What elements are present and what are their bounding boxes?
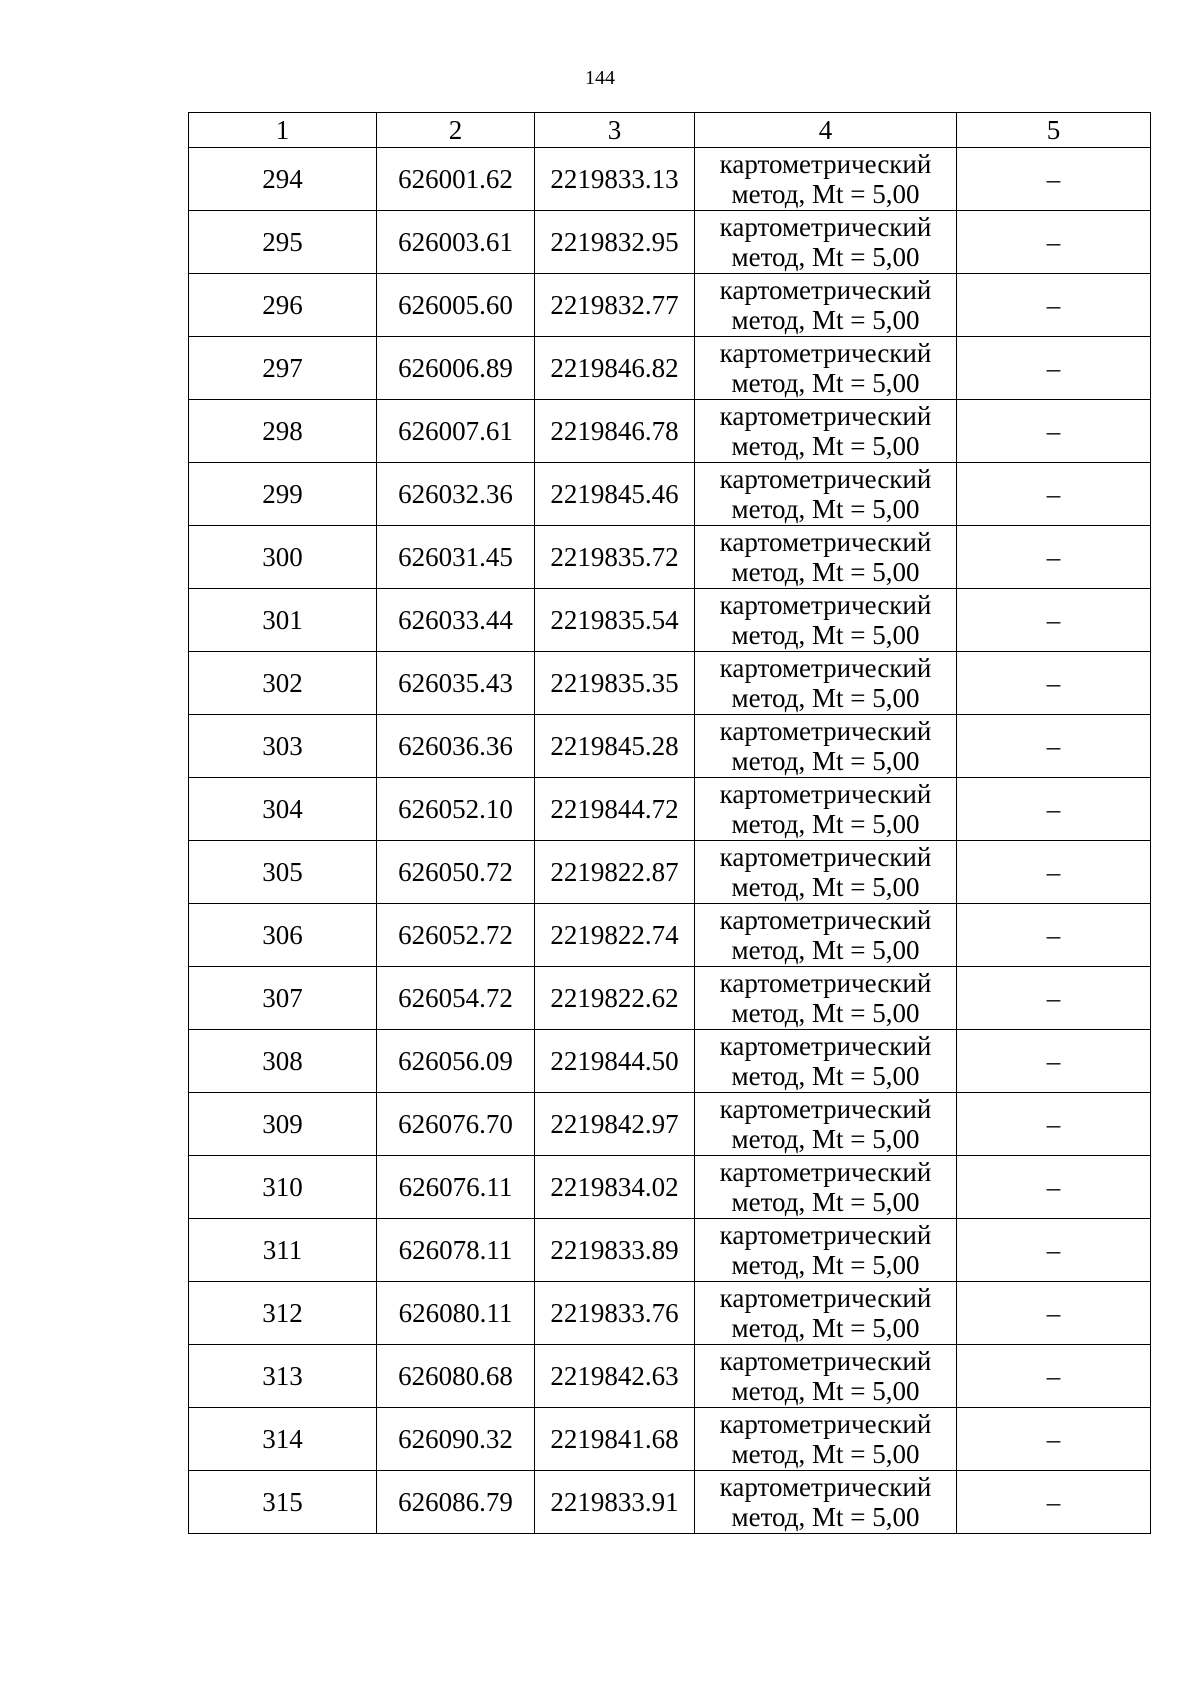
method-cell <box>695 589 957 652</box>
method-accuracy: метод, Mt = 5,00 <box>731 179 920 209</box>
table-row <box>189 463 1151 526</box>
column-header-4: 4 <box>695 113 957 148</box>
table-row <box>189 526 1151 589</box>
point-number-cell: 302 <box>189 652 377 715</box>
description-cell: – <box>957 1156 1151 1219</box>
x-coordinate-cell: 626050.72 <box>377 841 535 904</box>
y-coordinate-cell: 2219833.13 <box>535 148 695 211</box>
method-name: картометрический <box>719 1094 932 1124</box>
description-cell: – <box>957 1030 1151 1093</box>
x-coordinate-cell: 626086.79 <box>377 1471 535 1534</box>
x-coordinate-cell: 626076.70 <box>377 1093 535 1156</box>
description-cell: – <box>957 967 1151 1030</box>
x-coordinate-cell: 626035.43 <box>377 652 535 715</box>
column-header-3: 3 <box>535 113 695 148</box>
table-row <box>189 1471 1151 1534</box>
method-cell <box>695 463 957 526</box>
method-cell <box>695 1471 957 1534</box>
point-number-cell: 301 <box>189 589 377 652</box>
x-coordinate-cell: 626003.61 <box>377 211 535 274</box>
y-coordinate-cell: 2219822.74 <box>535 904 695 967</box>
y-coordinate-cell: 2219822.87 <box>535 841 695 904</box>
method-cell <box>695 841 957 904</box>
table-row <box>189 841 1151 904</box>
point-number-cell: 296 <box>189 274 377 337</box>
method-name: картометрический <box>719 842 932 872</box>
method-accuracy: метод, Mt = 5,00 <box>731 1439 920 1469</box>
y-coordinate-cell: 2219844.72 <box>535 778 695 841</box>
description-cell: – <box>957 1471 1151 1534</box>
point-number-cell: 305 <box>189 841 377 904</box>
y-coordinate-cell: 2219835.72 <box>535 526 695 589</box>
table-row <box>189 1030 1151 1093</box>
point-number-cell: 304 <box>189 778 377 841</box>
method-name: картометрический <box>719 1283 932 1313</box>
method-name: картометрический <box>719 1346 932 1376</box>
table-row <box>189 967 1151 1030</box>
table-row <box>189 1408 1151 1471</box>
method-accuracy: метод, Mt = 5,00 <box>731 1187 920 1217</box>
y-coordinate-cell: 2219846.78 <box>535 400 695 463</box>
column-header-2: 2 <box>377 113 535 148</box>
method-name: картометрический <box>719 401 932 431</box>
x-coordinate-cell: 626032.36 <box>377 463 535 526</box>
point-number-cell: 306 <box>189 904 377 967</box>
point-number-cell: 300 <box>189 526 377 589</box>
y-coordinate-cell: 2219845.28 <box>535 715 695 778</box>
point-number-cell: 298 <box>189 400 377 463</box>
table-row <box>189 652 1151 715</box>
y-coordinate-cell: 2219833.89 <box>535 1219 695 1282</box>
method-accuracy: метод, Mt = 5,00 <box>731 809 920 839</box>
method-cell <box>695 1408 957 1471</box>
point-number-cell: 311 <box>189 1219 377 1282</box>
point-number-cell: 310 <box>189 1156 377 1219</box>
method-name: картометрический <box>719 1031 932 1061</box>
table-row <box>189 715 1151 778</box>
method-accuracy: метод, Mt = 5,00 <box>731 1124 920 1154</box>
y-coordinate-cell: 2219845.46 <box>535 463 695 526</box>
x-coordinate-cell: 626076.11 <box>377 1156 535 1219</box>
method-name: картометрический <box>719 1409 932 1439</box>
description-cell: – <box>957 463 1151 526</box>
table-row <box>189 274 1151 337</box>
point-number-cell: 303 <box>189 715 377 778</box>
x-coordinate-cell: 626006.89 <box>377 337 535 400</box>
column-header-5: 5 <box>957 113 1151 148</box>
y-coordinate-cell: 2219832.95 <box>535 211 695 274</box>
y-coordinate-cell: 2219833.91 <box>535 1471 695 1534</box>
method-accuracy: метод, Mt = 5,00 <box>731 557 920 587</box>
method-name: картометрический <box>719 716 932 746</box>
point-number-cell: 297 <box>189 337 377 400</box>
method-name: картометрический <box>719 1220 932 1250</box>
coordinates-table <box>188 112 1151 1534</box>
x-coordinate-cell: 626080.11 <box>377 1282 535 1345</box>
method-accuracy: метод, Mt = 5,00 <box>731 1376 920 1406</box>
method-name: картометрический <box>719 905 932 935</box>
description-cell: – <box>957 841 1151 904</box>
method-cell <box>695 1093 957 1156</box>
method-accuracy: метод, Mt = 5,00 <box>731 620 920 650</box>
method-cell <box>695 1345 957 1408</box>
point-number-cell: 312 <box>189 1282 377 1345</box>
x-coordinate-cell: 626052.72 <box>377 904 535 967</box>
table-body <box>189 148 1151 1534</box>
method-accuracy: метод, Mt = 5,00 <box>731 1502 920 1532</box>
x-coordinate-cell: 626054.72 <box>377 967 535 1030</box>
point-number-cell: 307 <box>189 967 377 1030</box>
description-cell: – <box>957 1345 1151 1408</box>
method-accuracy: метод, Mt = 5,00 <box>731 305 920 335</box>
y-coordinate-cell: 2219846.82 <box>535 337 695 400</box>
x-coordinate-cell: 626033.44 <box>377 589 535 652</box>
method-name: картометрический <box>719 1157 932 1187</box>
description-cell: – <box>957 526 1151 589</box>
description-cell: – <box>957 1219 1151 1282</box>
method-cell <box>695 211 957 274</box>
x-coordinate-cell: 626080.68 <box>377 1345 535 1408</box>
table-row <box>189 1282 1151 1345</box>
method-name: картометрический <box>719 590 932 620</box>
method-name: картометрический <box>719 1472 932 1502</box>
description-cell: – <box>957 400 1151 463</box>
point-number-cell: 309 <box>189 1093 377 1156</box>
method-accuracy: метод, Mt = 5,00 <box>731 1313 920 1343</box>
y-coordinate-cell: 2219832.77 <box>535 274 695 337</box>
description-cell: – <box>957 904 1151 967</box>
method-accuracy: метод, Mt = 5,00 <box>731 368 920 398</box>
method-accuracy: метод, Mt = 5,00 <box>731 935 920 965</box>
method-cell <box>695 1030 957 1093</box>
method-accuracy: метод, Mt = 5,00 <box>731 242 920 272</box>
method-name: картометрический <box>719 464 932 494</box>
description-cell: – <box>957 1282 1151 1345</box>
method-cell <box>695 400 957 463</box>
description-cell: – <box>957 148 1151 211</box>
method-cell <box>695 1219 957 1282</box>
method-cell <box>695 526 957 589</box>
page-number: 144 <box>585 67 615 89</box>
y-coordinate-cell: 2219842.63 <box>535 1345 695 1408</box>
x-coordinate-cell: 626031.45 <box>377 526 535 589</box>
y-coordinate-cell: 2219835.54 <box>535 589 695 652</box>
description-cell: – <box>957 1408 1151 1471</box>
x-coordinate-cell: 626078.11 <box>377 1219 535 1282</box>
description-cell: – <box>957 274 1151 337</box>
method-name: картометрический <box>719 212 932 242</box>
header-row <box>189 113 1151 148</box>
method-cell <box>695 1282 957 1345</box>
point-number-cell: 314 <box>189 1408 377 1471</box>
y-coordinate-cell: 2219835.35 <box>535 652 695 715</box>
table-row <box>189 1219 1151 1282</box>
x-coordinate-cell: 626005.60 <box>377 274 535 337</box>
table-row <box>189 589 1151 652</box>
table-row <box>189 1156 1151 1219</box>
method-accuracy: метод, Mt = 5,00 <box>731 1250 920 1280</box>
x-coordinate-cell: 626007.61 <box>377 400 535 463</box>
table-row <box>189 400 1151 463</box>
method-cell <box>695 967 957 1030</box>
table-row <box>189 1345 1151 1408</box>
y-coordinate-cell: 2219833.76 <box>535 1282 695 1345</box>
y-coordinate-cell: 2219842.97 <box>535 1093 695 1156</box>
method-accuracy: метод, Mt = 5,00 <box>731 1061 920 1091</box>
table-header <box>189 113 1151 148</box>
description-cell: – <box>957 211 1151 274</box>
description-cell: – <box>957 337 1151 400</box>
x-coordinate-cell: 626090.32 <box>377 1408 535 1471</box>
table-row <box>189 211 1151 274</box>
point-number-cell: 308 <box>189 1030 377 1093</box>
method-cell <box>695 274 957 337</box>
method-cell <box>695 778 957 841</box>
method-name: картометрический <box>719 338 932 368</box>
method-cell <box>695 715 957 778</box>
table-row <box>189 337 1151 400</box>
method-cell <box>695 1156 957 1219</box>
x-coordinate-cell: 626056.09 <box>377 1030 535 1093</box>
description-cell: – <box>957 778 1151 841</box>
x-coordinate-cell: 626052.10 <box>377 778 535 841</box>
method-accuracy: метод, Mt = 5,00 <box>731 872 920 902</box>
description-cell: – <box>957 652 1151 715</box>
table-row <box>189 148 1151 211</box>
point-number-cell: 315 <box>189 1471 377 1534</box>
point-number-cell: 313 <box>189 1345 377 1408</box>
method-name: картометрический <box>719 275 932 305</box>
table-row <box>189 778 1151 841</box>
method-accuracy: метод, Mt = 5,00 <box>731 746 920 776</box>
method-name: картометрический <box>719 779 932 809</box>
method-accuracy: метод, Mt = 5,00 <box>731 683 920 713</box>
method-accuracy: метод, Mt = 5,00 <box>731 494 920 524</box>
method-name: картометрический <box>719 653 932 683</box>
table-row <box>189 904 1151 967</box>
method-cell <box>695 904 957 967</box>
method-accuracy: метод, Mt = 5,00 <box>731 431 920 461</box>
description-cell: – <box>957 715 1151 778</box>
method-cell <box>695 337 957 400</box>
x-coordinate-cell: 626036.36 <box>377 715 535 778</box>
method-cell <box>695 148 957 211</box>
x-coordinate-cell: 626001.62 <box>377 148 535 211</box>
y-coordinate-cell: 2219822.62 <box>535 967 695 1030</box>
point-number-cell: 299 <box>189 463 377 526</box>
description-cell: – <box>957 589 1151 652</box>
y-coordinate-cell: 2219844.50 <box>535 1030 695 1093</box>
y-coordinate-cell: 2219841.68 <box>535 1408 695 1471</box>
column-header-1: 1 <box>189 113 377 148</box>
table-row <box>189 1093 1151 1156</box>
method-name: картометрический <box>719 149 932 179</box>
point-number-cell: 294 <box>189 148 377 211</box>
method-name: картометрический <box>719 968 932 998</box>
method-accuracy: метод, Mt = 5,00 <box>731 998 920 1028</box>
method-cell <box>695 652 957 715</box>
description-cell: – <box>957 1093 1151 1156</box>
method-name: картометрический <box>719 527 932 557</box>
point-number-cell: 295 <box>189 211 377 274</box>
y-coordinate-cell: 2219834.02 <box>535 1156 695 1219</box>
